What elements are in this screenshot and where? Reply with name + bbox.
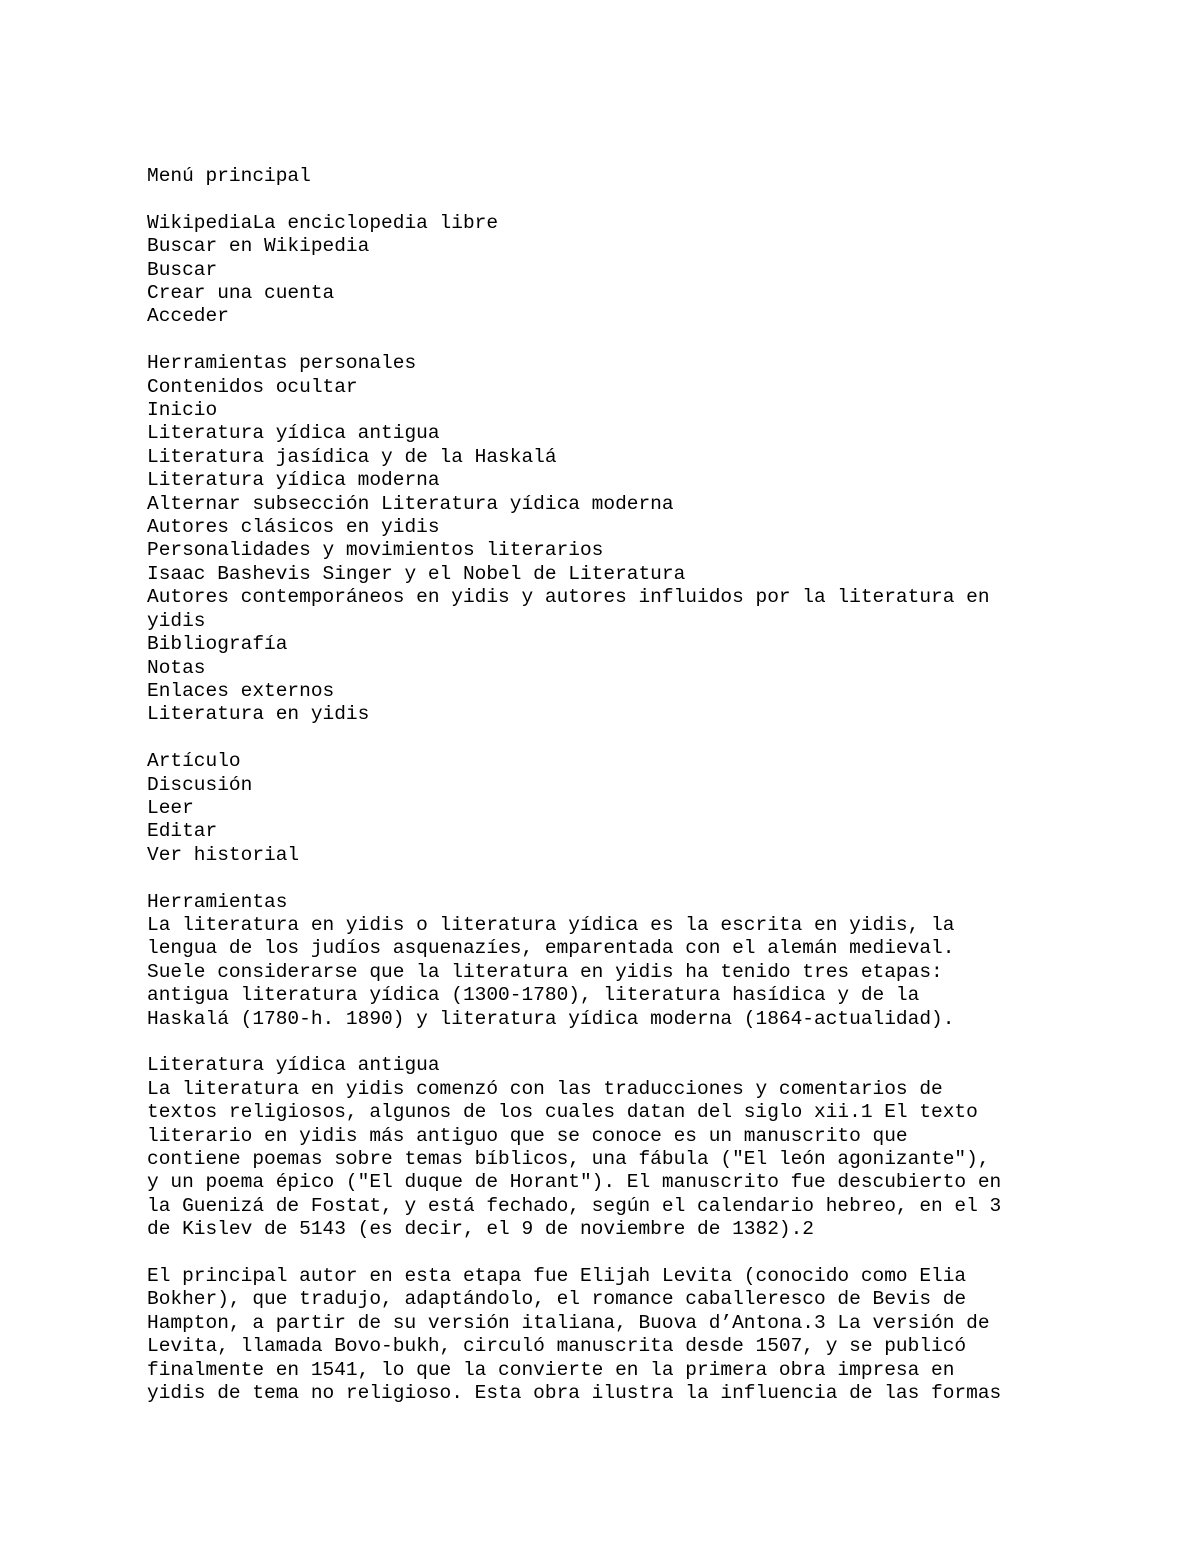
paragraph-line: literario en yidis más antiguo que se conoce es un manuscrito que	[147, 1124, 908, 1147]
paragraph-line: contiene poemas sobre temas bíblicos, una fábula ("El león agonizante"),	[147, 1147, 990, 1170]
section-heading: Literatura yídica antigua	[147, 1054, 440, 1077]
paragraph-line: finalmente en 1541, lo que la convierte en la primera obra impresa en	[147, 1358, 955, 1381]
toc-item[interactable]: Literatura yídica antigua	[147, 422, 440, 445]
spacer	[147, 727, 1147, 750]
intro-paragraph-line: La literatura en yidis o literatura yídica es la escrita en yidis, la	[147, 913, 955, 936]
toc-item[interactable]: Literatura jasídica y de la Haskalá	[147, 445, 557, 468]
intro-paragraph-line: lengua de los judíos asquenazíes, emparentada con el alemán medieval.	[147, 937, 955, 960]
toc-item[interactable]: Autores contemporáneos en yidis y autores influidos por la literatura en	[147, 586, 990, 609]
tab-article[interactable]: Artículo	[147, 750, 241, 773]
paragraph-line: de Kislev de 5143 (es decir, el 9 de noviembre de 1382).2	[147, 1218, 815, 1241]
toc-item[interactable]: Notas	[147, 656, 206, 679]
toc-item[interactable]: Isaac Bashevis Singer y el Nobel de Literatura	[147, 562, 686, 585]
document-page	[147, 165, 1147, 1405]
search-button[interactable]: Buscar	[147, 258, 218, 281]
paragraph-line: Bokher), que tradujo, adaptándolo, el romance caballeresco de Bevis de	[147, 1288, 967, 1311]
paragraph-line: y un poema épico ("El duque de Horant"). El manuscrito fue descubierto en	[147, 1171, 1002, 1194]
toc-item[interactable]: Literatura yídica moderna	[147, 469, 440, 492]
search-input-label[interactable]: Buscar en Wikipedia	[147, 235, 370, 258]
toc-item[interactable]: Autores clásicos en yidis	[147, 516, 440, 539]
paragraph-line: La literatura en yidis comenzó con las traducciones y comentarios de	[147, 1077, 943, 1100]
toc-item-continuation[interactable]: yidis	[147, 609, 206, 632]
spacer	[147, 1242, 1147, 1265]
spacer	[147, 867, 1147, 890]
toc-item[interactable]: Bibliografía	[147, 633, 288, 656]
toc-item[interactable]: Enlaces externos	[147, 679, 335, 702]
article-title: Literatura en yidis	[147, 703, 370, 726]
paragraph-line: El principal autor en esta etapa fue Elijah Levita (conocido como Elia	[147, 1265, 967, 1287]
spacer	[147, 329, 1147, 352]
toc-item[interactable]: Inicio	[147, 399, 218, 422]
toc-subsection-toggle[interactable]: Alternar subsección Literatura yídica moderna	[147, 492, 674, 515]
paragraph-line: la Guenizá de Fostat, y está fechado, según el calendario hebreo, en el 3	[147, 1194, 1002, 1217]
tab-read[interactable]: Leer	[147, 796, 194, 819]
toc-toggle[interactable]: Contenidos ocultar	[147, 375, 358, 398]
main-menu-button[interactable]: Menú principal	[147, 165, 311, 187]
paragraph-line: Levita, llamada Bovo-bukh, circuló manuscrita desde 1507, y se publicó	[147, 1335, 967, 1358]
intro-paragraph-line: antigua literatura yídica (1300-1780), literatura hasídica y de la	[147, 984, 920, 1007]
toc-item[interactable]: Personalidades y movimientos literarios	[147, 539, 604, 562]
tab-history[interactable]: Ver historial	[147, 843, 300, 866]
paragraph-line: Hampton, a partir de su versión italiana, Buova d’Antona.3 La versión de	[147, 1311, 990, 1334]
paragraph-line: yidis de tema no religioso. Esta obra ilustra la influencia de las formas	[147, 1382, 1002, 1405]
personal-tools-button[interactable]: Herramientas personales	[147, 352, 417, 375]
spacer	[147, 188, 1147, 211]
login-link[interactable]: Acceder	[147, 305, 229, 328]
tools-button[interactable]: Herramientas	[147, 890, 288, 913]
intro-paragraph-line: Haskalá (1780-h. 1890) y literatura yídica moderna (1864-actualidad).	[147, 1007, 955, 1030]
create-account-link[interactable]: Crear una cuenta	[147, 282, 335, 305]
paragraph-line: textos religiosos, algunos de los cuales datan del siglo xii.1 El texto	[147, 1101, 978, 1124]
site-logo-link[interactable]: WikipediaLa enciclopedia libre	[147, 211, 499, 234]
intro-paragraph-line: Suele considerarse que la literatura en yidis ha tenido tres etapas:	[147, 960, 943, 983]
spacer	[147, 1031, 1147, 1054]
tab-edit[interactable]: Editar	[147, 820, 218, 843]
tab-discussion[interactable]: Discusión	[147, 773, 253, 796]
